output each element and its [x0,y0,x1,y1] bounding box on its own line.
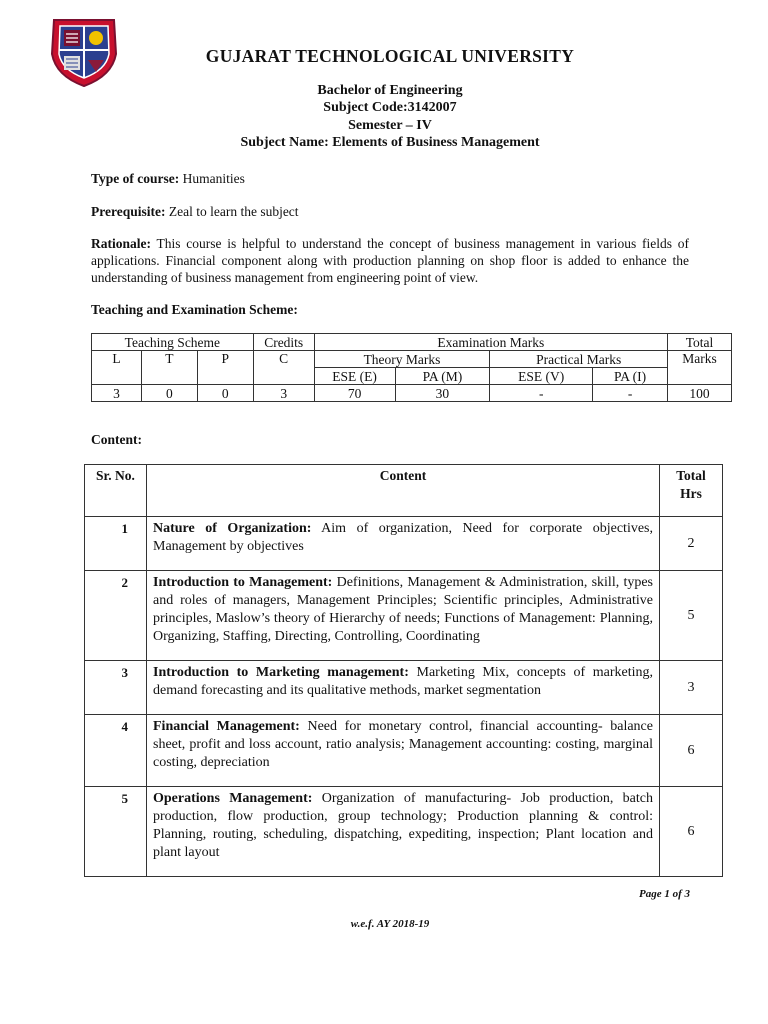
c-value: 3 [253,385,314,402]
teaching-scheme-header: Teaching Scheme [92,334,254,351]
row-hrs: 5 [660,571,723,661]
type-label: Type of course: [91,171,180,186]
exam-marks-header: Examination Marks [314,334,667,351]
p-value: 0 [197,385,253,402]
pa-m-value: 30 [395,385,490,402]
subject-code: Subject Code:3142007 [323,100,457,115]
semester: Semester – IV [348,118,432,133]
wef-note: w.e.f. AY 2018-19 [350,918,430,930]
row-title: Nature of Organization: [153,521,312,536]
row-hrs: 3 [660,661,723,715]
theory-marks-header: Theory Marks [314,351,490,368]
prereq-value: Zeal to learn the subject [165,204,299,219]
row-text: Need for monetary control, financial accounting- balance sheet, profit and loss account, ratio analysis; Management accounting: costing, marginal costing, depreciation [153,719,653,770]
ese-v-value: - [490,385,593,402]
row-sr: 3 [85,661,147,715]
l-header: L [92,351,142,385]
ese-e-value: 70 [314,385,395,402]
pa-i-value: - [593,385,668,402]
page-total: 3 [684,888,690,900]
scheme-title: Teaching and Examination Scheme: [91,302,298,317]
total-value: 100 [668,385,732,402]
ese-e-header: ESE (E) [314,368,395,385]
table-row [85,517,723,571]
table-row [85,787,723,877]
type-value: Humanities [179,171,245,186]
row-title: Introduction to Management: [153,575,333,590]
row-text: Definitions, Management & Administration, skill, types and roles of managers, Management Principles; Scientific principles, Administrative principles, Maslow’s theory of Hierarchy of needs; Functions of Management: Planning, Organizing, Staffing, Directing, Controlling, Coordinating [153,575,654,644]
row-text: Marketing Mix, concepts of marketing, demand forecasting and its qualitative methods, market segmentation [153,665,653,698]
row-hrs: 6 [660,787,723,877]
row-sr: 1 [85,517,147,571]
pa-m-header: PA (M) [395,368,490,385]
page-current: 1 [664,888,670,900]
total-hrs-header [660,465,723,517]
row-hrs: 2 [660,517,723,571]
l-value: 3 [92,385,142,402]
row-sr: 2 [85,571,147,661]
row-title: Financial Management: [153,719,300,734]
rationale-value: This course is helpful to understand the concept of business management in various fields of applications. Financial component along with production planning on shop floor is added to enhance the understanding of business management from engineering point of view. [91,236,689,285]
page-prefix: Page [638,888,665,900]
row-content [147,715,660,787]
row-content [147,661,660,715]
row-content [147,571,660,661]
sr-no-header: Sr. No. [85,465,147,517]
row-hrs: 6 [660,715,723,787]
row-sr: 5 [85,787,147,877]
credits-header: Credits [253,334,314,351]
total-header: Total [668,334,732,351]
page-number [600,888,690,900]
rationale-label: Rationale: [91,236,151,251]
content-table [84,464,723,877]
row-content [147,517,660,571]
total-hrs-line2: Hrs [680,486,702,501]
practical-marks-header: Practical Marks [490,351,668,368]
row-sr: 4 [85,715,147,787]
table-row [85,571,723,661]
prereq-label: Prerequisite: [91,204,166,219]
type-of-course [91,170,689,187]
university-title: GUJARAT TECHNOLOGICAL UNIVERSITY [205,46,575,66]
row-text: Organization of manufacturing- Job production, batch production, flow production, group technology; Production planning & control: Planning, routing, scheduling, dispatching, expediting, inspection; Plant location and plant layout [153,791,653,860]
degree: Bachelor of Engineering [317,83,463,98]
ese-v-header: ESE (V) [490,368,593,385]
content-label: Content: [91,432,142,447]
table-row [85,661,723,715]
rationale [91,235,689,286]
marks-header: Marks [668,351,732,385]
row-title: Introduction to Marketing management: [153,665,409,680]
table-row [85,715,723,787]
row-text: Aim of organization, Need for corporate objectives, Management by objectives [153,521,653,554]
row-content [147,787,660,877]
subject-name: Subject Name: Elements of Business Management [240,135,540,150]
row-title: Operations Management: [153,791,313,806]
c-header: C [253,351,314,385]
p-header: P [197,351,253,385]
t-header: T [141,351,197,385]
total-hrs-line1: Total [676,468,706,483]
page-mid: of [669,888,685,900]
pa-i-header: PA (I) [593,368,668,385]
t-value: 0 [141,385,197,402]
scheme-table [91,333,732,402]
content-header: Content [147,465,660,517]
prerequisite [91,203,689,220]
